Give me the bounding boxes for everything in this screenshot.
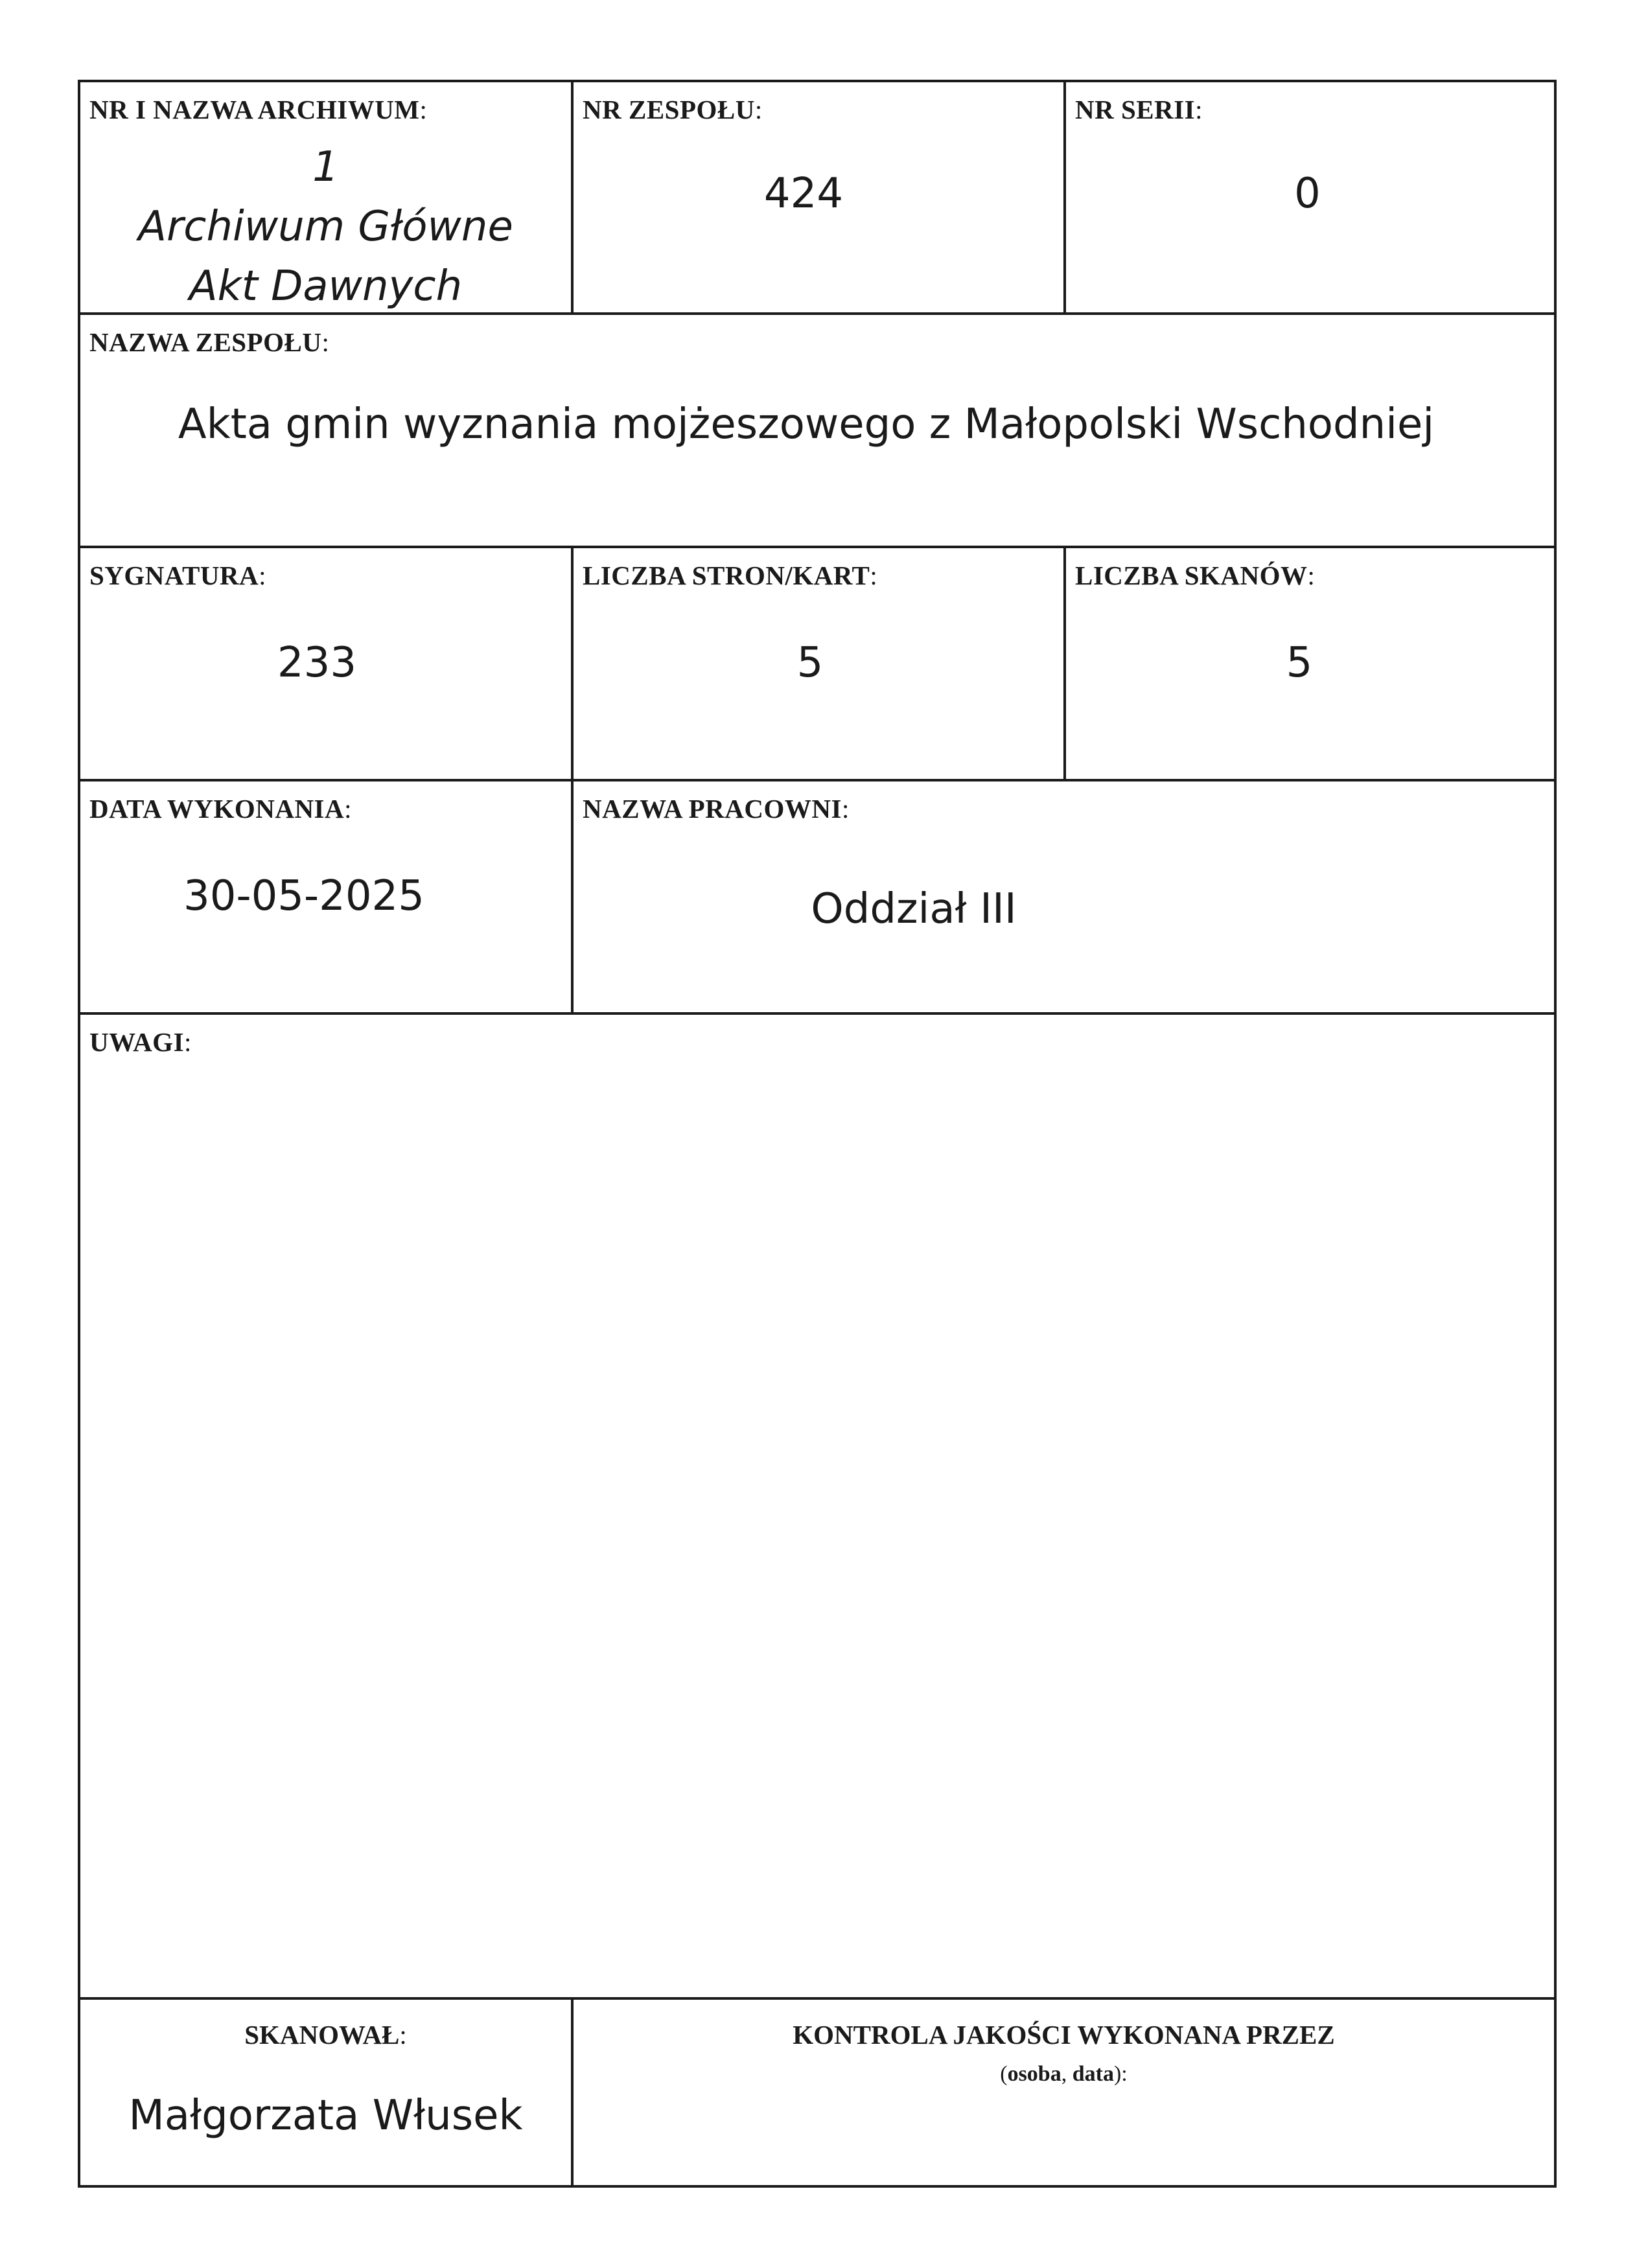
page-count-value: 5 [796, 639, 824, 687]
page-count-cell [574, 548, 1063, 779]
scanned-by-cell [80, 2000, 571, 2188]
signature-cell [80, 548, 571, 779]
fonds-name-label: NAZWA ZESPOŁU: [89, 327, 330, 357]
scan-count-cell [1066, 548, 1554, 779]
page-count-label: LICZBA STRON/KART: [583, 561, 878, 590]
scan-count-value: 5 [1286, 639, 1313, 687]
fonds-name-cell [80, 315, 1554, 546]
archive-cell [80, 82, 571, 312]
archive-name-line2: Akt Dawnych [189, 262, 463, 310]
signature-label: SYGNATURA: [89, 561, 267, 590]
workshop-value: Oddział III [811, 885, 1017, 933]
fonds-name-value: Akta gmin wyznania mojżeszowego z Małopolski Wschodniej [178, 400, 1435, 448]
fonds-number-value: 424 [763, 170, 844, 218]
quality-control-subtitle: (osoba, data): [1000, 2062, 1128, 2086]
fonds-number-cell [574, 82, 1063, 312]
fonds-number-label: NR ZESPOŁU: [583, 95, 763, 124]
series-number-cell [1066, 82, 1554, 312]
series-number-value: 0 [1294, 170, 1321, 218]
signature-value: 233 [277, 639, 357, 687]
quality-control-label: KONTROLA JAKOŚCI WYKONANA PRZEZ [793, 2020, 1335, 2050]
scanned-by-value: Małgorzata Włusek [128, 2092, 523, 2140]
quality-control-cell [574, 2000, 1554, 2188]
scan-count-label: LICZBA SKANÓW: [1075, 561, 1316, 590]
remarks-cell [80, 1015, 1554, 1997]
archive-label: NR I NAZWA ARCHIWUM: [89, 95, 428, 124]
remarks-label: UWAGI: [89, 1027, 192, 1057]
archive-name-line1: Archiwum Główne [138, 203, 513, 251]
date-label: DATA WYKONANIA: [89, 794, 353, 824]
archive-number: 1 [312, 143, 339, 191]
date-cell [80, 781, 571, 1012]
metadata-form [78, 80, 1557, 2188]
workshop-label: NAZWA PRACOWNI: [583, 794, 850, 824]
workshop-cell [574, 781, 1554, 1012]
scanned-by-label: SKANOWAŁ: [244, 2020, 407, 2050]
date-value: 30-05-2025 [183, 872, 424, 920]
series-number-label: NR SERII: [1075, 95, 1203, 124]
